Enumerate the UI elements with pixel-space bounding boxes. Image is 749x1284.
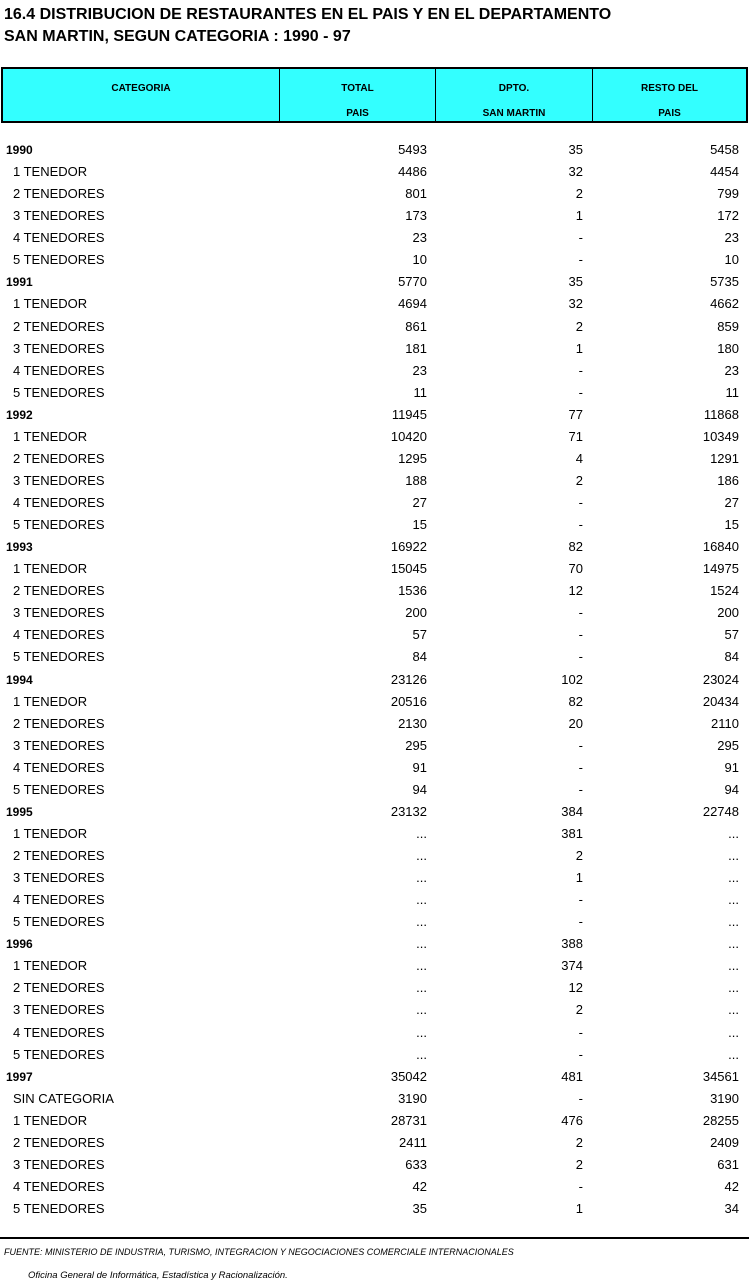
- resto-del-pais-cell: 23: [724, 230, 739, 246]
- total-pais-cell: 15045: [390, 561, 427, 577]
- category-cell: 2 TENEDORES: [13, 583, 105, 599]
- category-cell: 4 TENEDORES: [13, 627, 105, 643]
- total-pais-cell: 5493: [398, 142, 427, 157]
- resto-del-pais-cell: ...: [728, 1046, 739, 1062]
- category-cell: 2 TENEDORES: [13, 186, 105, 202]
- total-pais-cell: 16922: [390, 539, 427, 555]
- dpto-san-martin-cell: 102: [561, 671, 583, 687]
- office-note: Oficina General de Informática, Estadística y Racionalización.: [28, 1270, 288, 1281]
- total-pais-cell: 801: [405, 186, 427, 202]
- table-row: [0, 316, 749, 338]
- table-row: [0, 492, 749, 514]
- resto-del-pais-cell: ...: [728, 870, 739, 886]
- category-cell: 1995: [6, 804, 33, 819]
- table-row: [0, 580, 749, 602]
- total-pais-cell: 10: [412, 252, 427, 268]
- dpto-san-martin-cell: 20: [568, 715, 583, 731]
- total-pais-cell: 173: [405, 208, 427, 224]
- resto-del-pais-cell: ...: [728, 936, 739, 952]
- header-total-label: TOTAL: [341, 83, 374, 94]
- total-pais-cell: 1536: [398, 583, 427, 599]
- total-pais-cell: ...: [416, 980, 427, 996]
- dpto-san-martin-cell: 12: [568, 980, 583, 996]
- dpto-san-martin-cell: -: [578, 1046, 583, 1062]
- category-cell: 1 TENEDOR: [13, 296, 88, 312]
- header-dpto-san-martin: [436, 69, 593, 121]
- total-pais-cell: 57: [412, 627, 427, 643]
- header-total-pais: [280, 69, 436, 121]
- dpto-san-martin-cell: 2: [575, 1002, 583, 1018]
- header-resto-sublabel: PAIS: [658, 108, 681, 119]
- total-pais-cell: ...: [416, 914, 427, 930]
- resto-del-pais-cell: 22748: [702, 803, 739, 819]
- resto-del-pais-cell: 180: [717, 340, 739, 356]
- dpto-san-martin-cell: 2: [575, 1156, 583, 1172]
- dpto-san-martin-cell: -: [578, 495, 583, 510]
- header-categoria: [3, 69, 280, 121]
- dpto-san-martin-cell: 71: [568, 428, 583, 444]
- resto-del-pais-cell: 859: [717, 318, 739, 334]
- resto-del-pais-cell: 11868: [703, 406, 739, 422]
- total-pais-cell: 2130: [398, 715, 427, 731]
- category-cell: 3 TENEDORES: [13, 340, 105, 356]
- total-pais-cell: ...: [416, 848, 427, 863]
- category-cell: 5 TENEDORES: [13, 517, 105, 533]
- resto-del-pais-cell: 42: [724, 1178, 739, 1194]
- table-row: [0, 360, 749, 382]
- total-pais-cell: 4486: [398, 164, 427, 180]
- resto-del-pais-cell: 27: [724, 495, 739, 510]
- year-row: [0, 536, 749, 558]
- dpto-san-martin-cell: -: [578, 1090, 583, 1106]
- total-pais-cell: 10420: [390, 428, 427, 444]
- resto-del-pais-cell: 34: [724, 1201, 739, 1216]
- total-pais-cell: 23: [412, 362, 427, 378]
- table-row: [0, 779, 749, 801]
- table-body: [0, 139, 749, 1220]
- category-cell: 4 TENEDORES: [13, 230, 105, 246]
- resto-del-pais-cell: ...: [728, 1002, 739, 1018]
- category-cell: 3 TENEDORES: [13, 737, 105, 753]
- total-pais-cell: 188: [405, 472, 427, 488]
- table-row: [0, 1044, 749, 1066]
- table-row: [0, 646, 749, 668]
- table-row: [0, 977, 749, 999]
- dpto-san-martin-cell: 12: [568, 583, 583, 599]
- total-pais-cell: ...: [416, 936, 427, 952]
- total-pais-cell: 633: [405, 1156, 427, 1172]
- dpto-san-martin-cell: -: [578, 1024, 583, 1040]
- year-row: [0, 1066, 749, 1088]
- dpto-san-martin-cell: 1: [575, 340, 583, 356]
- category-cell: 4 TENEDORES: [13, 1178, 105, 1194]
- total-pais-cell: ...: [416, 1024, 427, 1040]
- dpto-san-martin-cell: 35: [568, 274, 583, 290]
- total-pais-cell: 35042: [390, 1068, 427, 1084]
- dpto-san-martin-cell: -: [578, 605, 583, 621]
- category-cell: 2 TENEDORES: [13, 980, 105, 996]
- resto-del-pais-cell: 16840: [702, 539, 739, 555]
- header-resto-del-pais: [593, 69, 746, 121]
- table-row: [0, 426, 749, 448]
- total-pais-cell: 94: [412, 781, 427, 797]
- category-cell: SIN CATEGORIA: [13, 1090, 114, 1106]
- dpto-san-martin-cell: 77: [568, 406, 583, 422]
- category-cell: 1 TENEDOR: [13, 561, 88, 577]
- table-row: [0, 889, 749, 911]
- category-cell: 3 TENEDORES: [13, 1002, 105, 1018]
- total-pais-cell: 28731: [390, 1112, 427, 1128]
- category-cell: 1997: [6, 1069, 33, 1084]
- dpto-san-martin-cell: 388: [561, 936, 583, 952]
- total-pais-cell: 5770: [398, 274, 427, 290]
- dpto-san-martin-cell: -: [578, 759, 583, 775]
- header-categoria-label: CATEGORIA: [111, 83, 171, 94]
- dpto-san-martin-cell: -: [578, 362, 583, 378]
- dpto-san-martin-cell: 476: [561, 1112, 583, 1128]
- table-row: [0, 911, 749, 933]
- table-row: [0, 205, 749, 227]
- resto-del-pais-cell: 3190: [710, 1090, 739, 1106]
- dpto-san-martin-cell: -: [578, 914, 583, 930]
- total-pais-cell: ...: [416, 825, 427, 841]
- table-row: [0, 338, 749, 360]
- year-row: [0, 801, 749, 823]
- dpto-san-martin-cell: 1: [575, 208, 583, 224]
- resto-del-pais-cell: 186: [717, 472, 739, 488]
- table-row: [0, 624, 749, 646]
- table-row: [0, 161, 749, 183]
- total-pais-cell: ...: [416, 1002, 427, 1018]
- resto-del-pais-cell: 84: [724, 649, 739, 665]
- header-dpto-sublabel: SAN MARTIN: [482, 108, 546, 119]
- category-cell: 3 TENEDORES: [13, 605, 105, 621]
- category-cell: 5 TENEDORES: [13, 1201, 105, 1216]
- resto-del-pais-cell: 2409: [710, 1134, 739, 1150]
- category-cell: 1993: [6, 540, 33, 555]
- title-line-2: SAN MARTIN, SEGUN CATEGORIA : 1990 - 97: [4, 28, 351, 45]
- table-row: [0, 757, 749, 779]
- total-pais-cell: ...: [416, 1046, 427, 1062]
- dpto-san-martin-cell: 2: [575, 848, 583, 863]
- table-row: [0, 558, 749, 580]
- dpto-san-martin-cell: -: [578, 892, 583, 908]
- category-cell: 1992: [6, 407, 33, 422]
- table-row: [0, 1022, 749, 1044]
- table-row: [0, 1176, 749, 1198]
- category-cell: 3 TENEDORES: [13, 208, 105, 224]
- category-cell: 1 TENEDOR: [13, 164, 88, 180]
- resto-del-pais-cell: 91: [724, 759, 739, 775]
- resto-del-pais-cell: ...: [728, 958, 739, 974]
- dpto-san-martin-cell: 381: [561, 825, 583, 841]
- category-cell: 2 TENEDORES: [13, 450, 105, 466]
- dpto-san-martin-cell: 82: [568, 539, 583, 555]
- dpto-san-martin-cell: 70: [568, 561, 583, 577]
- total-pais-cell: 35: [412, 1201, 427, 1216]
- category-cell: 5 TENEDORES: [13, 1046, 105, 1062]
- resto-del-pais-cell: 14975: [702, 561, 739, 577]
- resto-del-pais-cell: 23024: [702, 671, 739, 687]
- table-row: [0, 1198, 749, 1220]
- total-pais-cell: ...: [416, 870, 427, 886]
- table-row: [0, 955, 749, 977]
- table-row: [0, 514, 749, 536]
- dpto-san-martin-cell: -: [578, 252, 583, 268]
- resto-del-pais-cell: 200: [717, 605, 739, 621]
- resto-del-pais-cell: ...: [728, 1024, 739, 1040]
- resto-del-pais-cell: 10: [724, 252, 739, 268]
- table-row: [0, 448, 749, 470]
- category-cell: 5 TENEDORES: [13, 914, 105, 930]
- resto-del-pais-cell: 1524: [710, 583, 739, 599]
- table-row: [0, 999, 749, 1021]
- category-cell: 3 TENEDORES: [13, 1156, 105, 1172]
- table-bottom-rule: [0, 1237, 749, 1239]
- category-cell: 4 TENEDORES: [13, 495, 105, 510]
- total-pais-cell: 4694: [398, 296, 427, 312]
- category-cell: 3 TENEDORES: [13, 870, 105, 886]
- document-title: [4, 4, 744, 48]
- category-cell: 1 TENEDOR: [13, 825, 88, 841]
- category-cell: 4 TENEDORES: [13, 1024, 105, 1040]
- category-cell: 2 TENEDORES: [13, 848, 105, 863]
- resto-del-pais-cell: ...: [728, 825, 739, 841]
- resto-del-pais-cell: 5735: [710, 274, 739, 290]
- dpto-san-martin-cell: -: [578, 737, 583, 753]
- dpto-san-martin-cell: 32: [568, 164, 583, 180]
- category-cell: 4 TENEDORES: [13, 892, 105, 908]
- category-cell: 1991: [6, 275, 33, 290]
- dpto-san-martin-cell: 2: [575, 472, 583, 488]
- total-pais-cell: 2411: [399, 1134, 427, 1150]
- category-cell: 5 TENEDORES: [13, 384, 105, 400]
- category-cell: 2 TENEDORES: [13, 318, 105, 334]
- category-cell: 1 TENEDOR: [13, 428, 88, 444]
- resto-del-pais-cell: 23: [724, 362, 739, 378]
- resto-del-pais-cell: 2110: [711, 715, 739, 731]
- dpto-san-martin-cell: 2: [575, 186, 583, 202]
- category-cell: 4 TENEDORES: [13, 759, 105, 775]
- category-cell: 4 TENEDORES: [13, 362, 105, 378]
- header-dpto-label: DPTO.: [498, 83, 530, 94]
- table-row: [0, 823, 749, 845]
- table-row: [0, 183, 749, 205]
- category-cell: 1990: [6, 143, 33, 157]
- table-row: [0, 1132, 749, 1154]
- dpto-san-martin-cell: 1: [575, 870, 583, 886]
- resto-del-pais-cell: 57: [724, 627, 739, 643]
- table-row: [0, 602, 749, 624]
- resto-del-pais-cell: 799: [717, 186, 739, 202]
- resto-del-pais-cell: 11: [725, 384, 739, 400]
- dpto-san-martin-cell: -: [578, 384, 583, 400]
- dpto-san-martin-cell: 82: [568, 693, 583, 709]
- resto-del-pais-cell: 295: [717, 737, 739, 753]
- dpto-san-martin-cell: 4: [575, 450, 583, 466]
- table-row: [0, 382, 749, 404]
- category-cell: 1 TENEDOR: [13, 1112, 88, 1128]
- category-cell: 1 TENEDOR: [13, 958, 88, 974]
- header-resto-label: RESTO DEL: [640, 83, 699, 94]
- total-pais-cell: 23126: [390, 671, 427, 687]
- dpto-san-martin-cell: 481: [561, 1068, 583, 1084]
- resto-del-pais-cell: 34561: [702, 1068, 739, 1084]
- table-row: [0, 845, 749, 867]
- year-row: [0, 139, 749, 161]
- dpto-san-martin-cell: 1: [575, 1201, 583, 1216]
- resto-del-pais-cell: 172: [717, 208, 739, 224]
- dpto-san-martin-cell: 35: [568, 142, 583, 157]
- total-pais-cell: 23132: [390, 803, 427, 819]
- dpto-san-martin-cell: 384: [561, 803, 583, 819]
- total-pais-cell: 181: [405, 340, 427, 356]
- category-cell: 2 TENEDORES: [13, 1134, 105, 1150]
- resto-del-pais-cell: 4662: [710, 296, 739, 312]
- year-row: [0, 404, 749, 426]
- table-row: [0, 735, 749, 757]
- total-pais-cell: ...: [416, 892, 427, 908]
- total-pais-cell: 42: [412, 1178, 427, 1194]
- resto-del-pais-cell: ...: [728, 892, 739, 908]
- resto-del-pais-cell: 20434: [702, 693, 739, 709]
- dpto-san-martin-cell: 2: [575, 1134, 583, 1150]
- table-row: [0, 249, 749, 271]
- category-cell: 1994: [6, 672, 33, 687]
- total-pais-cell: 91: [412, 759, 427, 775]
- resto-del-pais-cell: 4454: [710, 164, 739, 180]
- table-header: [1, 67, 748, 123]
- dpto-san-martin-cell: -: [578, 1178, 583, 1194]
- resto-del-pais-cell: 5458: [710, 142, 739, 157]
- total-pais-cell: 15: [412, 517, 427, 533]
- total-pais-cell: 23: [412, 230, 427, 246]
- resto-del-pais-cell: ...: [728, 914, 739, 930]
- total-pais-cell: 295: [405, 737, 427, 753]
- resto-del-pais-cell: 28255: [702, 1112, 739, 1128]
- total-pais-cell: 27: [412, 495, 427, 510]
- total-pais-cell: 200: [405, 605, 427, 621]
- category-cell: 5 TENEDORES: [13, 781, 105, 797]
- total-pais-cell: ...: [416, 958, 427, 974]
- dpto-san-martin-cell: 374: [561, 958, 583, 974]
- total-pais-cell: 1295: [398, 450, 427, 466]
- category-cell: 1996: [6, 937, 33, 952]
- total-pais-cell: 861: [405, 318, 427, 334]
- dpto-san-martin-cell: -: [578, 627, 583, 643]
- table-row: [0, 713, 749, 735]
- resto-del-pais-cell: 15: [724, 517, 739, 533]
- header-total-sublabel: PAIS: [346, 108, 369, 119]
- category-cell: 2 TENEDORES: [13, 715, 105, 731]
- resto-del-pais-cell: 1291: [710, 450, 739, 466]
- year-row: [0, 271, 749, 293]
- dpto-san-martin-cell: -: [578, 517, 583, 533]
- resto-del-pais-cell: ...: [728, 848, 739, 863]
- resto-del-pais-cell: 10349: [702, 428, 739, 444]
- total-pais-cell: 11945: [391, 406, 427, 422]
- resto-del-pais-cell: 94: [724, 781, 739, 797]
- total-pais-cell: 20516: [390, 693, 427, 709]
- year-row: [0, 669, 749, 691]
- dpto-san-martin-cell: 32: [568, 296, 583, 312]
- table-row: [0, 470, 749, 492]
- dpto-san-martin-cell: -: [578, 781, 583, 797]
- source-note: FUENTE: MINISTERIO DE INDUSTRIA, TURISMO, INTEGRACION Y NEGOCIACIONES COMERCIALE INTERNACIONALES: [4, 1247, 514, 1257]
- year-row: [0, 933, 749, 955]
- table-row: [0, 867, 749, 889]
- table-row: [0, 227, 749, 249]
- category-cell: 5 TENEDORES: [13, 252, 105, 268]
- total-pais-cell: 3190: [398, 1090, 427, 1106]
- table-row: [0, 1110, 749, 1132]
- table-row: [0, 1088, 749, 1110]
- total-pais-cell: 11: [413, 384, 427, 400]
- dpto-san-martin-cell: 2: [575, 318, 583, 334]
- category-cell: 5 TENEDORES: [13, 649, 105, 665]
- table-row: [0, 691, 749, 713]
- dpto-san-martin-cell: -: [578, 230, 583, 246]
- table-row: [0, 293, 749, 315]
- table-row: [0, 1154, 749, 1176]
- resto-del-pais-cell: 631: [717, 1156, 739, 1172]
- category-cell: 1 TENEDOR: [13, 693, 88, 709]
- total-pais-cell: 84: [412, 649, 427, 665]
- title-line-1: 16.4 DISTRIBUCION DE RESTAURANTES EN EL PAIS Y EN EL DEPARTAMENTO: [4, 6, 612, 23]
- category-cell: 3 TENEDORES: [13, 472, 105, 488]
- dpto-san-martin-cell: -: [578, 649, 583, 665]
- resto-del-pais-cell: ...: [728, 980, 739, 996]
